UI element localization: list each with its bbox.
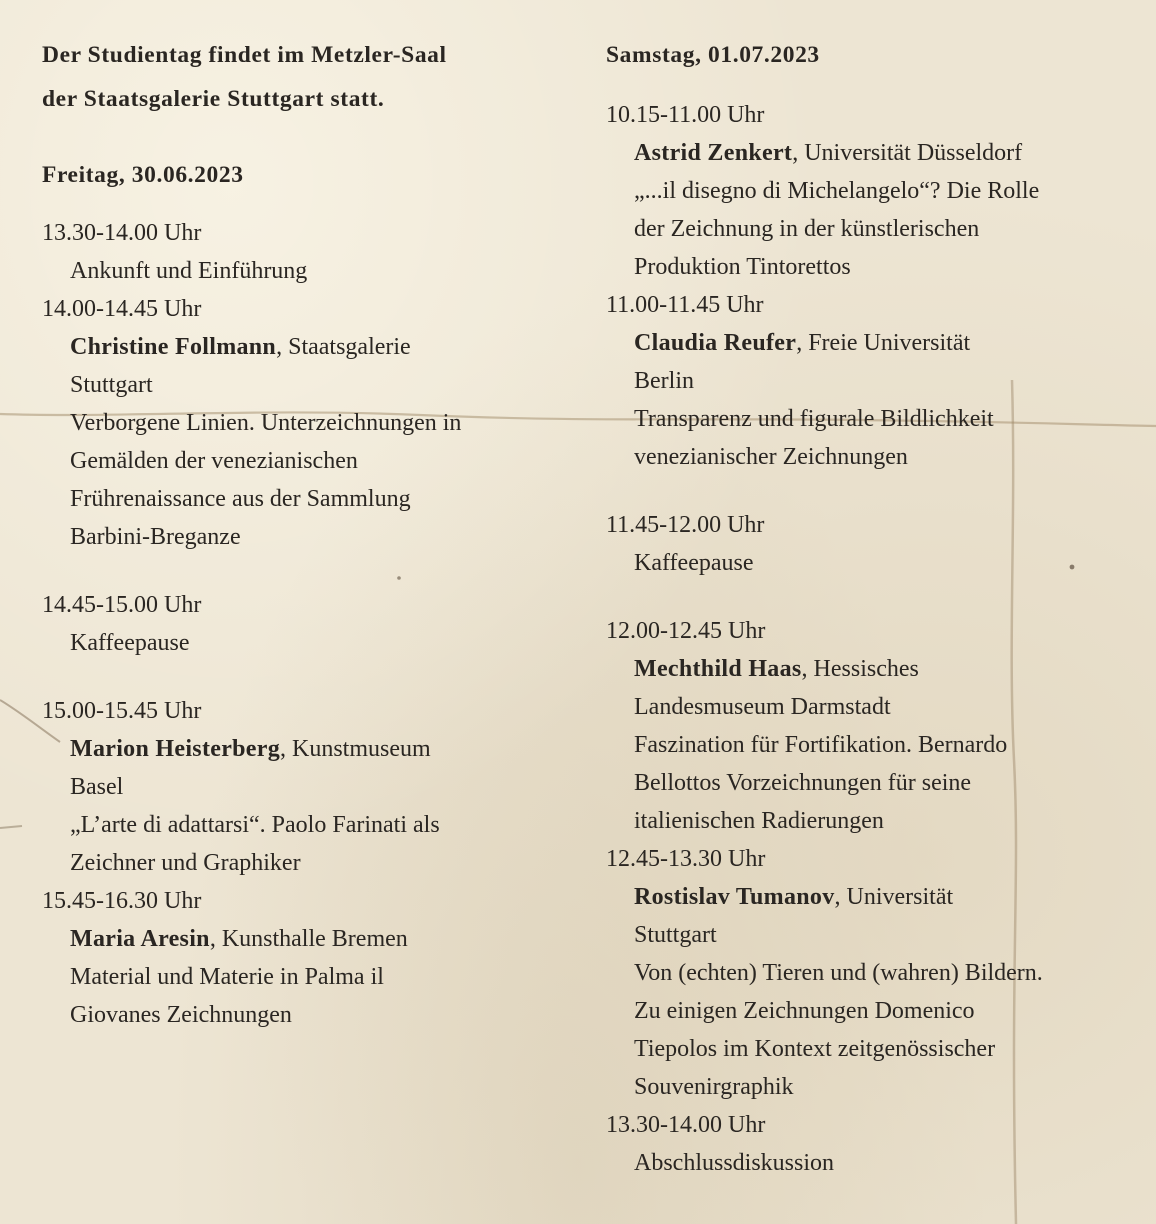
slot-line: Kaffeepause: [70, 630, 190, 656]
slot-line: Produktion Tintorettos: [634, 254, 851, 280]
speaker-affiliation: , Staatsgalerie: [276, 334, 411, 360]
slot-time: 12.45-13.30 Uhr: [606, 846, 766, 872]
speaker-line: [634, 324, 970, 362]
speaker-name: Rostislav Tumanov: [634, 884, 835, 910]
speaker-affiliation: , Universität Düsseldorf: [792, 140, 1023, 166]
friday-heading: Freitag, 30.06.2023: [42, 162, 244, 188]
slot-line: Barbini-Breganze: [70, 524, 241, 550]
slot-line: „L’arte di adattarsi“. Paolo Farinati als: [70, 812, 440, 838]
speaker-affiliation: , Universität: [834, 884, 954, 910]
speaker-line: [634, 134, 1022, 172]
slot-line: Zeichner und Graphiker: [70, 850, 301, 876]
slot-time: 11.00-11.45 Uhr: [606, 292, 764, 318]
slot-line: italienischen Radierungen: [634, 808, 884, 834]
slot-line: Verborgene Linien. Unterzeichnungen in: [70, 410, 462, 436]
slot-time: 15.00-15.45 Uhr: [42, 698, 202, 724]
intro-line-2: der Staatsgalerie Stuttgart statt.: [42, 86, 385, 112]
slot-line: Tiepolos im Kontext zeitgenössischer: [634, 1036, 996, 1062]
speaker-line: [70, 920, 408, 958]
slot-line: Material und Materie in Palma il: [70, 964, 384, 990]
slot-line: Transparenz und figurale Bildlichkeit: [634, 406, 994, 432]
slot-time: 11.45-12.00 Uhr: [606, 512, 765, 538]
slot-time: 14.00-14.45 Uhr: [42, 296, 202, 322]
slot-line: Stuttgart: [70, 372, 153, 398]
slot-line: Gemälden der venezianischen: [70, 448, 358, 474]
slot-line: Kaffeepause: [634, 550, 754, 576]
speaker-name: Astrid Zenkert: [634, 140, 793, 166]
slot-line: Abschlussdiskussion: [634, 1150, 835, 1176]
slot-line: venezianischer Zeichnungen: [634, 444, 908, 470]
speaker-affiliation: , Kunsthalle Bremen: [209, 926, 408, 952]
speaker-name: Claudia Reufer: [634, 330, 797, 356]
slot-line: Zu einigen Zeichnungen Domenico: [634, 998, 975, 1024]
slot-line: Souvenirgraphik: [634, 1074, 794, 1100]
speaker-affiliation: , Hessisches: [801, 656, 919, 682]
slot-time: 12.00-12.45 Uhr: [606, 618, 766, 644]
slot-line: Landesmuseum Darmstadt: [634, 694, 891, 720]
slot-line: Ankunft und Einführung: [70, 258, 308, 284]
slot-line: Basel: [70, 774, 124, 800]
slot-line: Frührenaissance aus der Sammlung: [70, 486, 411, 512]
slot-line: „...il disegno di Michelangelo“? Die Rolle: [634, 178, 1040, 204]
slot-time: 13.30-14.00 Uhr: [606, 1112, 766, 1138]
slot-line: Berlin: [634, 368, 694, 394]
speaker-line: [70, 730, 431, 768]
speaker-name: Maria Aresin: [70, 926, 210, 952]
slot-time: 13.30-14.00 Uhr: [42, 220, 202, 246]
slot-line: der Zeichnung in der künstlerischen: [634, 216, 980, 242]
speaker-name: Christine Follmann: [70, 334, 277, 360]
slot-line: Von (echten) Tieren und (wahren) Bildern.: [634, 960, 1043, 986]
speaker-line: [634, 878, 953, 916]
speaker-line: [70, 328, 411, 366]
speaker-name: Marion Heisterberg: [70, 736, 280, 762]
slot-time: 10.15-11.00 Uhr: [606, 102, 765, 128]
speaker-affiliation: , Freie Universität: [796, 330, 971, 356]
slot-line: Giovanes Zeichnungen: [70, 1002, 292, 1028]
saturday-heading: Samstag, 01.07.2023: [606, 42, 820, 68]
slot-line: Bellottos Vorzeichnungen für seine: [634, 770, 972, 796]
slot-time: 14.45-15.00 Uhr: [42, 592, 202, 618]
speaker-affiliation: , Kunstmuseum: [280, 736, 431, 762]
slot-line: Faszination für Fortifikation. Bernardo: [634, 732, 1008, 758]
slot-line: Stuttgart: [634, 922, 717, 948]
slot-time: 15.45-16.30 Uhr: [42, 888, 202, 914]
speaker-line: [634, 650, 919, 688]
speaker-name: Mechthild Haas: [634, 656, 802, 682]
intro-line-1: Der Studientag findet im Metzler-Saal: [42, 42, 447, 68]
